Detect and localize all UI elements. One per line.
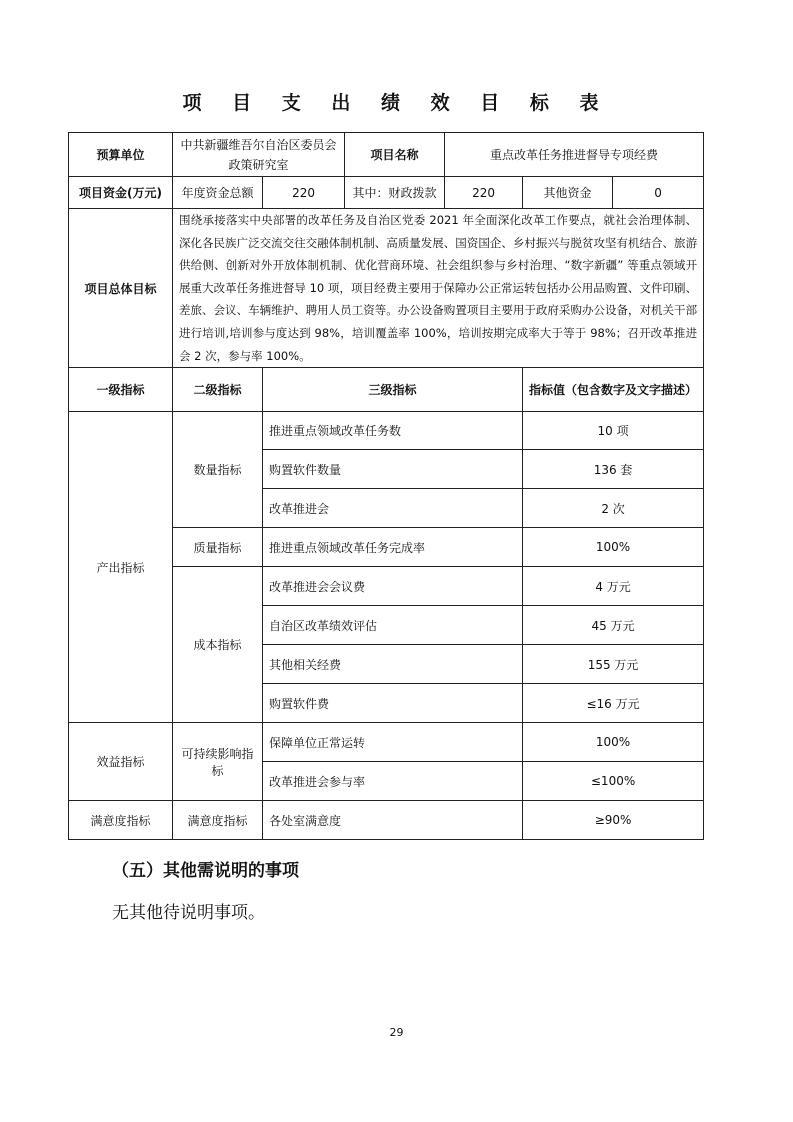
benefit-indicator-label: 效益指标 [69, 723, 173, 801]
indicator-value: 10 项 [523, 412, 704, 450]
indicator-value: 100% [523, 528, 704, 567]
overall-goal-row [69, 209, 704, 368]
satisfaction-indicator-label: 满意度指标 [69, 801, 173, 840]
annual-total-label: 年度资金总额 [173, 177, 263, 209]
page-title: 项 目 支 出 绩 效 目 标 表 [182, 92, 611, 114]
other-funds-value: 0 [613, 177, 704, 209]
header-level2: 二级指标 [173, 368, 263, 412]
indicator-row [69, 723, 704, 762]
indicator-name: 改革推进会会议费 [263, 567, 523, 606]
indicator-name: 推进重点领域改革任务数 [263, 412, 523, 450]
indicator-row [69, 412, 704, 450]
indicator-name: 购置软件费 [263, 684, 523, 723]
indicator-value: 4 万元 [523, 567, 704, 606]
header-level3: 三级指标 [263, 368, 523, 412]
annual-total-value: 220 [263, 177, 345, 209]
budget-unit-label: 预算单位 [69, 133, 173, 177]
performance-target-table [68, 132, 704, 840]
project-name-value: 重点改革任务推进督导专项经费 [445, 133, 704, 177]
overall-goal-text: 围绕承接落实中央部署的改革任务及自治区党委 2021 年全面深化改革工作要点，就社会治理体制、深化各民族广泛交流交往交融体制机制、高质量发展、国资国企、乡村振兴与脱贫攻坚有机结合、旅游供给侧、创新对外开放体制机制、优化营商环境、社会组织参与乡村治理、“数字新疆” 等重点领域开展重大改革任务推进督导 10 项，项目经费主要用于保障办公正常运转包括办公用品购置、文件印刷、差旅、会议、车辆维护、聘用人员工资等。办公设备购置项目主要用于政府采购办公设备，对机关干部进行培训,培训参与度达到 98%，培训覆盖率 100%，培训按期完成率大于等于 98%；召开改革推进会 2 次，参与率 100%。 [173, 209, 704, 368]
indicator-value: 45 万元 [523, 606, 704, 645]
indicator-name: 改革推进会 [263, 489, 523, 528]
page-number: 29 [389, 1026, 404, 1039]
indicator-name: 自治区改革绩效评估 [263, 606, 523, 645]
section-text: 无其他待说明事项。 [112, 903, 265, 923]
overall-goal-label: 项目总体目标 [69, 209, 173, 368]
project-name-label: 项目名称 [345, 133, 445, 177]
funds-row [69, 177, 704, 209]
cost-indicator-label: 成本指标 [173, 567, 263, 723]
indicator-name: 各处室满意度 [263, 801, 523, 840]
indicator-name: 购置软件数量 [263, 450, 523, 489]
indicator-value: ≤16 万元 [523, 684, 704, 723]
quality-indicator-label: 质量指标 [173, 528, 263, 567]
indicator-value: ≥90% [523, 801, 704, 840]
indicator-name: 改革推进会参与率 [263, 762, 523, 801]
header-level1: 一级指标 [69, 368, 173, 412]
budget-unit-value: 中共新疆维吾尔自治区委员会政策研究室 [173, 133, 345, 177]
indicator-value: 2 次 [523, 489, 704, 528]
budget-unit-row [69, 133, 704, 177]
indicator-header-row [69, 368, 704, 412]
satisfaction-sub-indicator-label: 满意度指标 [173, 801, 263, 840]
indicator-name: 其他相关经费 [263, 645, 523, 684]
indicator-name: 保障单位正常运转 [263, 723, 523, 762]
other-funds-label: 其他资金 [523, 177, 613, 209]
output-indicator-label: 产出指标 [69, 412, 173, 723]
indicator-value: ≤100% [523, 762, 704, 801]
quantity-indicator-label: 数量指标 [173, 412, 263, 528]
fiscal-funds-label: 其中：财政拨款 [345, 177, 445, 209]
header-indicator-value: 指标值（包含数字及文字描述） [523, 368, 704, 412]
section-heading: （五）其他需说明的事项 [112, 861, 299, 881]
indicator-name: 推进重点领域改革任务完成率 [263, 528, 523, 567]
indicator-row [69, 801, 704, 840]
indicator-value: 155 万元 [523, 645, 704, 684]
funds-label: 项目资金(万元) [69, 177, 173, 209]
indicator-value: 100% [523, 723, 704, 762]
indicator-value: 136 套 [523, 450, 704, 489]
sustainability-indicator-label: 可持续影响指标 [173, 723, 263, 801]
fiscal-funds-value: 220 [445, 177, 523, 209]
